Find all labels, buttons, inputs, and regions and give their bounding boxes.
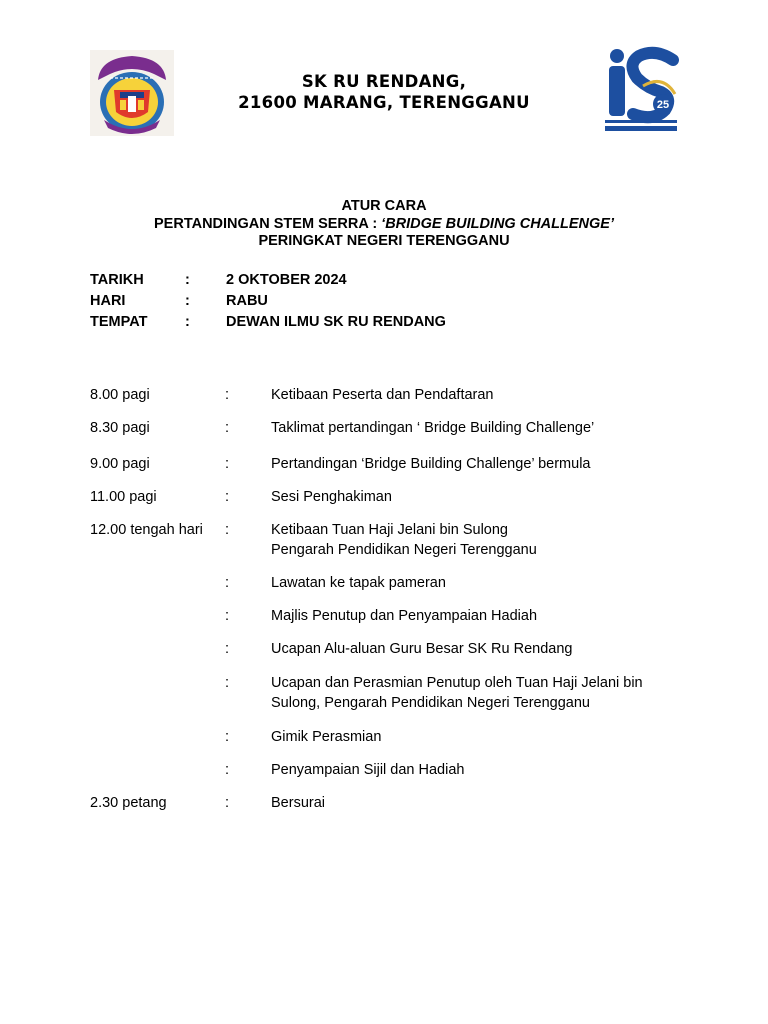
info-value: DEWAN ILMU SK RU RENDANG: [226, 314, 446, 330]
schedule-activity: Gimik Perasmian: [271, 729, 382, 745]
title-line-1: ATUR CARA: [341, 198, 427, 214]
info-value: RABU: [226, 293, 268, 309]
schedule-colon: :: [225, 795, 230, 811]
schedule-colon: :: [225, 387, 230, 403]
schedule-colon: :: [225, 641, 230, 657]
schedule-activity: Bersurai: [271, 795, 325, 811]
schedule-time: 2.30 petang: [90, 795, 167, 811]
schedule-colon: :: [225, 420, 230, 436]
school-address: 21600 MARANG, TERENGGANU: [238, 93, 530, 112]
event-title: [60, 198, 708, 251]
schedule-time: 9.00 pagi: [90, 456, 150, 472]
schedule-colon: :: [225, 522, 230, 538]
schedule-colon: :: [225, 762, 230, 778]
schedule-colon: :: [225, 729, 230, 745]
logo-number: 25: [656, 99, 670, 111]
schedule-activity-line-2: Sulong, Pengarah Pendidikan Negeri Terengganu: [271, 694, 590, 711]
schedule-time: 8.00 pagi: [90, 387, 150, 403]
info-label: HARI: [90, 293, 126, 309]
title-line-2-italic: ‘BRIDGE BUILDING CHALLENGE’: [381, 215, 614, 232]
schedule-activity: Ucapan Alu-aluan Guru Besar SK Ru Rendang: [271, 641, 573, 657]
schedule-activity: Majlis Penutup dan Penyampaian Hadiah: [271, 608, 538, 624]
school-name: SK RU RENDANG,: [301, 72, 467, 91]
schedule-colon: :: [225, 489, 230, 505]
school-header: [180, 71, 588, 113]
schedule-colon: :: [225, 675, 230, 691]
info-label: TEMPAT: [90, 314, 148, 330]
schedule-activity-line-2: Pengarah Pendidikan Negeri Terengganu: [271, 541, 537, 558]
info-colon: :: [185, 293, 190, 309]
schedule-time: 11.00 pagi: [90, 489, 157, 505]
info-colon: :: [185, 272, 190, 288]
schedule-activity: Pertandingan ‘Bridge Building Challenge’ bermula: [271, 456, 591, 472]
schedule-activity-line-1: Ucapan dan Perasmian Penutup oleh Tuan Haji Jelani bin: [271, 675, 643, 691]
school-crest-icon: [90, 50, 174, 136]
schedule-colon: :: [225, 456, 230, 472]
schedule-activity: Ketibaan Peserta dan Pendaftaran: [271, 387, 494, 403]
title-line-3: PERINGKAT NEGERI TERENGGANU: [258, 233, 510, 249]
info-colon: :: [185, 314, 190, 330]
info-value: 2 OKTOBER 2024: [226, 272, 347, 288]
schedule-activity: Sesi Penghakiman: [271, 489, 392, 505]
transformasi-sekolah-25-icon: [603, 46, 679, 134]
schedule-activity: [271, 521, 671, 560]
schedule-colon: :: [225, 575, 230, 591]
schedule-activity: Taklimat pertandingan ‘ Bridge Building Challenge’: [271, 420, 595, 436]
schedule-colon: :: [225, 608, 230, 624]
info-label: TARIKH: [90, 272, 144, 288]
schedule-activity: [271, 674, 671, 713]
schedule-activity: Penyampaian Sijil dan Hadiah: [271, 762, 465, 778]
schedule-time: 8.30 pagi: [90, 420, 150, 436]
title-line-2-prefix: PERTANDINGAN STEM SERRA :: [154, 215, 382, 232]
schedule-activity: Lawatan ke tapak pameran: [271, 575, 446, 591]
schedule-activity-line-1: Ketibaan Tuan Haji Jelani bin Sulong: [271, 522, 508, 538]
schedule-time: 12.00 tengah hari: [90, 522, 203, 538]
title-line-2: [60, 216, 708, 234]
